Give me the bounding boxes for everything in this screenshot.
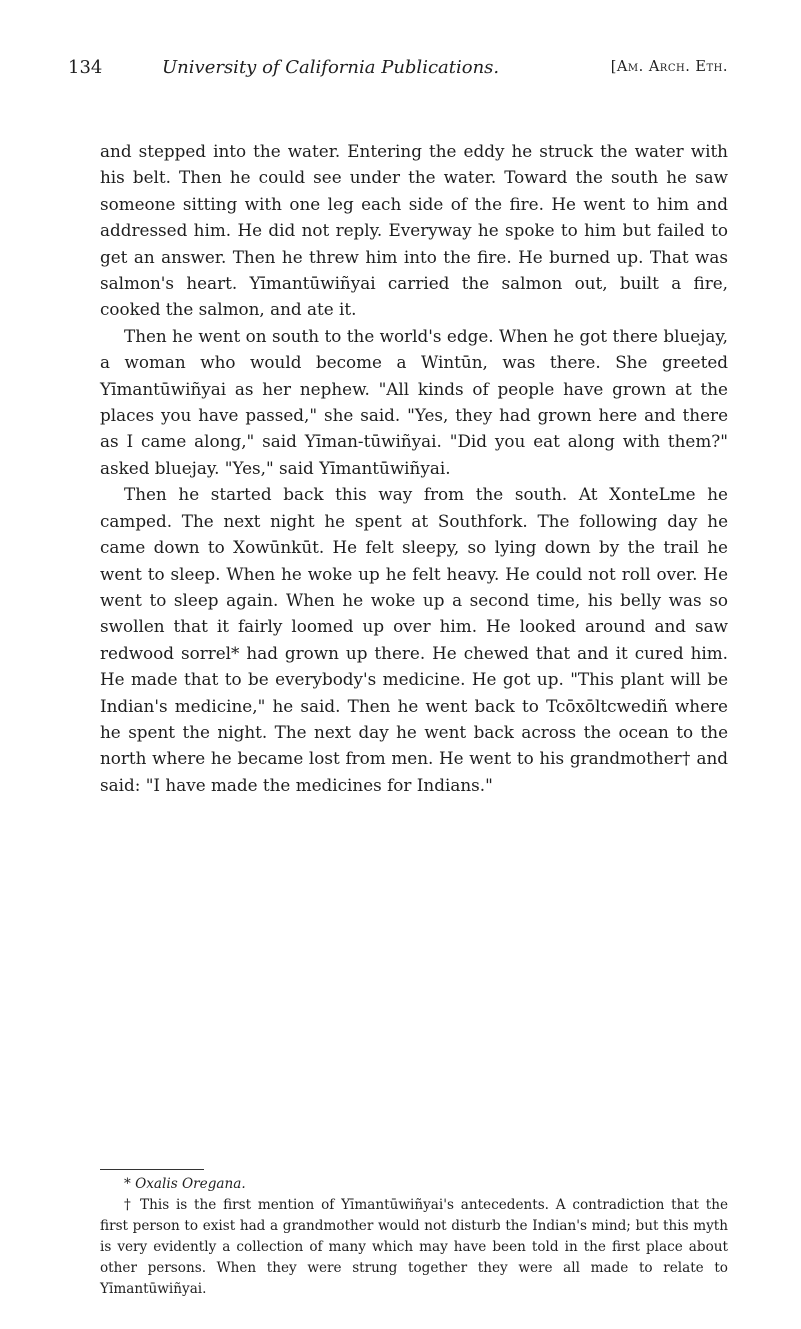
series-name: Am. Arch. Eth. xyxy=(616,59,728,75)
paragraph: and stepped into the water. Entering the eddy he struck the water with his belt. Then he could see under the water. Toward the south he saw someone sitting with one leg each side of the fire. He went to him and addressed him. He did not reply. Everyway he spoke to him but failed to get an answer. Then he threw him into the fire. He burned up. That was salmon's heart. Yīmantūwiñyai carried the salmon out, built a fire, cooked the salmon, and ate it. xyxy=(100,141,728,320)
series-bracket: [ xyxy=(610,59,617,75)
footnote: † This is the first mention of Yīmantūwiñyai's antecedents. A contradiction that the first person to exist had a grandmother would not disturb the Indian's mind; but this myth is very evidently a collection of many which may have been told in the first place about other persons. When they were strung together they were all made to relate to Yīmantūwiñyai. xyxy=(100,1197,728,1297)
footnotes xyxy=(100,1174,728,1300)
publication-title: University of California Publications. xyxy=(162,57,500,78)
body-text xyxy=(100,138,728,798)
footnote-rule xyxy=(100,1169,204,1170)
paragraph: Then he went on south to the world's edge. When he got there bluejay, a woman who would become a Wintūn, was there. She greeted Yīmantūwiñyai as her nephew. "All kinds of people have grown at the places you have passed," she said. "Yes, they had grown here and there as I came along," said Yīman-tūwiñyai. "Did you eat along with them?" asked bluejay. "Yes," said Yīmantūwiñyai. xyxy=(100,325,728,478)
running-header xyxy=(68,57,728,85)
footnote: * Oxalis Oregana. xyxy=(124,1176,246,1192)
page-number: 134 xyxy=(68,57,103,78)
paragraph: Then he started back this way from the south. At XonteLme he camped. The next night he spent at Southfork. The following day he came down to Xowūnkūt. He felt sleepy, so lying down by the trail he went to sleep. When he woke up he felt heavy. He could not roll over. He went to sleep again. When he woke up a second time, his belly was so swollen that it fairly loomed up over him. He looked around and saw redwood sorrel* had grown up there. He chewed that and it cured him. He made that to be everybody's medicine. He got up. "This plant will be Indian's medicine," he said. Then he went back to Tcōxōltcwediñ where he spent the night. The next day he went back across the ocean to the north where he became lost from men. He went to his grandmother† and said: "I have made the medicines for Indians." xyxy=(100,484,728,795)
series-abbreviation xyxy=(611,59,728,75)
